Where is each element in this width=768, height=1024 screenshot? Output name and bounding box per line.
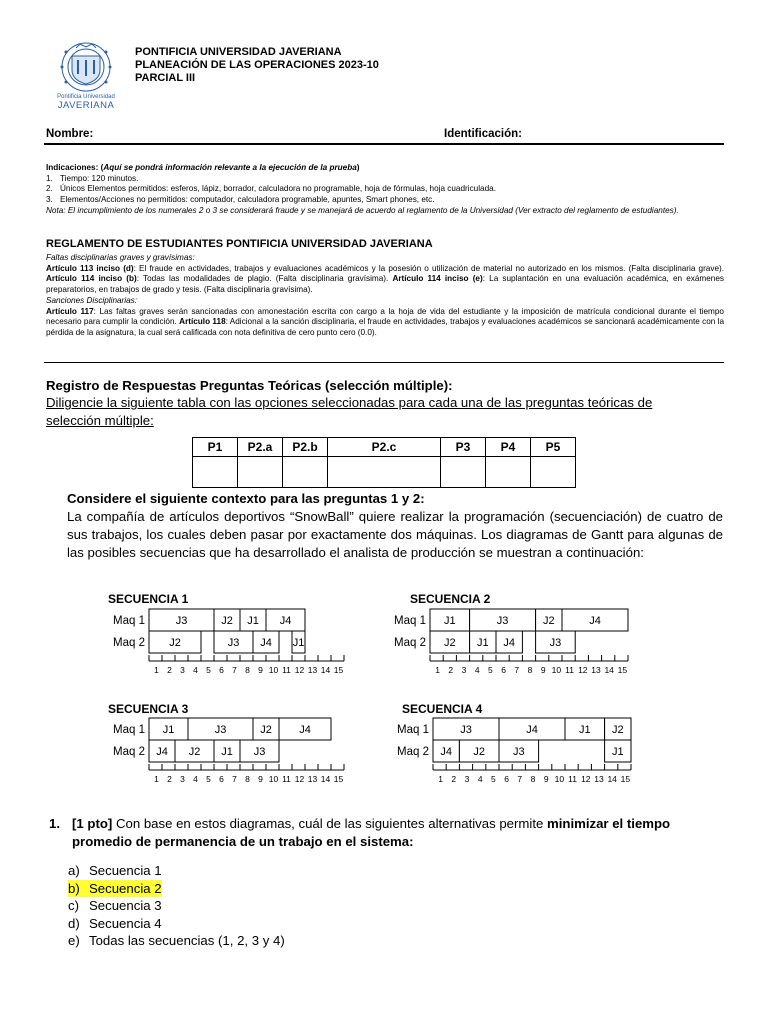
gantt-bar-label: J3 (512, 746, 525, 758)
question1-text: [1 pto] Con base en estos diagramas, cuál de las siguientes alternativas permite minimizar el tiempo promedio de permanencia de un trabajo en el sistema: (72, 816, 671, 849)
axis-tick-label: 5 (488, 665, 493, 675)
gantt-bar-label: J1 (476, 637, 489, 649)
articles-117-118: Artículo 117: Las faltas graves serán sancionadas con amonestación escrita con cargo a la hoja de vida del estudiante y la imposición de matrícula condicional durante el tiempo necesario para cumplir la condición. Artículo 118: Adicional a la sanción disciplinaria, el fraude en actividades, trabajos y evaluaciones académicos se sancionará académicamente con la pérdida de la asignatura, la cual será calificada con nota definitiva de cero punto cero (0.0). (46, 306, 725, 337)
axis-tick-label: 8 (245, 774, 250, 784)
option-e[interactable]: e) Todas las secuencias (1, 2, 3 y 4) (68, 933, 285, 949)
gantt-bar-label: J1 (578, 724, 591, 736)
axis-tick-label: 7 (514, 665, 520, 675)
axis-tick-label: 6 (219, 774, 224, 784)
gantt-bar-label: J4 (260, 637, 272, 649)
axis-tick-label: 7 (232, 665, 237, 675)
context-title: Considere el siguiente contexto para las preguntas 1 y 2: (67, 491, 425, 506)
axis-tick-label: 11 (565, 665, 575, 675)
exam-name: PARCIAL III (135, 72, 196, 84)
context-text: La compañía de artículos deportivos “SnowBall” quiere realizar la programación (secuenciación) de cuatro de sus trabajos, los cuales deben pasar por exactamente dos máquinas. Los diagramas de Gantt para algunas de las posibles secuencias que ha desarrollado el analista de producción se muestran a continuación: (67, 509, 723, 560)
axis-tick-label: 12 (294, 665, 305, 675)
axis-tick-label: 3 (461, 665, 467, 675)
gantt-bar-label: J1 (292, 637, 305, 649)
instruction-item: 1. Tiempo: 120 minutos. (46, 173, 139, 183)
axis-tick-label: 4 (193, 665, 198, 675)
gantt-bar-label: J4 (299, 724, 311, 736)
col-p1: P1 (193, 438, 238, 457)
axis-tick-label: 2 (451, 774, 457, 784)
faltas-heading: Faltas disciplinarias graves y gravísimas: (46, 253, 195, 262)
gantt-bar-label: J1 (247, 615, 259, 627)
instruction-item: 3. Elementos/Acciones no permitidos: computador, calculadora programable, apuntes, Smart phones, etc. (46, 195, 435, 205)
gantt-bar-label: J4 (279, 615, 292, 627)
axis-tick-label: 1 (438, 774, 443, 784)
axis-tick-label: 15 (620, 774, 631, 784)
gantt-bar-label: J3 (227, 637, 240, 649)
gantt-title-3: SECUENCIA 3 (108, 702, 189, 716)
gantt-bar-label: J1 (162, 724, 175, 736)
axis-tick-label: 5 (206, 774, 211, 784)
axis-tick-label: 12 (578, 665, 588, 675)
axis-tick-label: 10 (268, 665, 279, 675)
col-p2a: P2.a (238, 438, 283, 457)
axis-tick-label: 15 (617, 665, 628, 675)
axis-tick-label: 5 (206, 665, 211, 675)
axis-tick-label: 13 (307, 665, 318, 675)
gantt-bar-label: J3 (549, 637, 562, 649)
answers-title: Registro de Respuestas Preguntas Teóricas (selección múltiple): (46, 378, 453, 393)
answers-subtitle: Diligencie la siguiente tabla con las opciones seleccionadas para cada una de las preguntas teóricas de selección múltiple: (46, 395, 653, 428)
machine-label: Maq 1 (394, 615, 426, 627)
gantt-bar-label: J2 (260, 724, 272, 736)
axis-tick-label: 2 (448, 665, 454, 675)
machine-label: Maq 2 (113, 637, 145, 649)
axis-tick-label: 6 (501, 665, 506, 675)
axis-tick-label: 2 (167, 665, 172, 675)
axis-tick-label: 10 (551, 665, 562, 675)
col-p5: P5 (531, 438, 576, 457)
col-p2c: P2.c (328, 438, 441, 457)
axis-tick-label: 15 (333, 774, 344, 784)
axis-tick-label: 3 (464, 774, 470, 784)
gantt-bar-label: J2 (473, 746, 486, 758)
axis-tick-label: 9 (540, 665, 546, 675)
logo-line1: Pontificia Universidad (57, 94, 115, 100)
sanciones-heading: Sanciones Disciplinarias: (46, 295, 138, 305)
axis-tick-label: 13 (594, 774, 604, 784)
gantt-bar-label: J3 (496, 615, 509, 627)
axis-tick-label: 4 (193, 774, 198, 784)
col-p4: P4 (486, 438, 531, 457)
machine-label: Maq 1 (113, 615, 145, 627)
gantt-bar-label: J4 (526, 724, 538, 736)
axis-tick-label: 7 (517, 774, 523, 784)
option-b[interactable] (68, 880, 285, 898)
axis-tick-label: 4 (474, 665, 480, 675)
axis-tick-label: 9 (543, 774, 549, 784)
gantt-bar-label: J3 (175, 615, 188, 627)
axis-tick-label: 14 (607, 774, 617, 784)
question1-options (68, 862, 285, 950)
gantt-bar-label: J4 (589, 615, 601, 627)
gantt-bar-label: J4 (440, 746, 453, 758)
name-label: Nombre: (46, 128, 94, 140)
gantt-bar-label: J2 (169, 637, 181, 649)
gantt-title-4: SECUENCIA 4 (402, 702, 483, 716)
axis-tick-label: 15 (333, 665, 344, 675)
axis-tick-label: 13 (591, 665, 601, 675)
instructions-heading: Indicaciones: (Aquí se pondrá información relevante a la ejecución de la prueba) (46, 163, 360, 172)
gantt-bar-label: J2 (443, 637, 456, 649)
axis-tick-label: 6 (504, 774, 509, 784)
axis-tick-label: 10 (554, 774, 565, 784)
axis-tick-label: 8 (527, 665, 533, 675)
axis-tick-label: 9 (258, 774, 263, 784)
gantt-bar-label: J2 (221, 615, 233, 627)
axis-tick-label: 11 (282, 665, 291, 675)
axis-tick-label: 2 (167, 774, 172, 784)
id-label: Identificación: (444, 128, 522, 140)
machine-label: Maq 2 (113, 746, 145, 758)
axis-tick-label: 12 (581, 774, 591, 784)
axis-tick-label: 14 (320, 665, 331, 675)
option-a[interactable]: a) Secuencia 1 (68, 863, 162, 878)
gantt-title-2: SECUENCIA 2 (410, 592, 491, 606)
option-d[interactable]: d) Secuencia 4 (68, 915, 162, 931)
axis-tick-label: 9 (258, 665, 263, 675)
gantt-bar-label: J3 (460, 724, 472, 736)
axis-tick-label: 1 (154, 774, 159, 784)
gantt-bar-label: J3 (253, 746, 266, 758)
axis-tick-label: 11 (568, 774, 578, 784)
gantt-bar-label: J1 (443, 615, 456, 627)
axis-tick-label: 14 (604, 665, 614, 675)
machine-label: Maq 1 (397, 724, 429, 736)
axis-tick-label: 3 (180, 665, 185, 675)
axis-tick-label: 3 (180, 774, 185, 784)
option-b-highlight: b) Secuencia 2 (68, 880, 162, 896)
gantt-bar-label: J2 (611, 724, 624, 736)
axis-tick-label: 1 (435, 665, 440, 675)
axis-tick-label: 5 (491, 774, 496, 784)
gantt-bar-label: J3 (214, 724, 227, 736)
machine-label: Maq 2 (394, 637, 426, 649)
university-name: PONTIFICIA UNIVERSIDAD JAVERIANA (135, 46, 342, 58)
axis-tick-label: 11 (282, 774, 291, 784)
gantt-bar-label: J4 (503, 637, 516, 649)
gantt-title-1: SECUENCIA 1 (108, 592, 189, 606)
course-name: PLANEACIÓN DE LAS OPERACIONES 2023-10 (135, 59, 379, 71)
instruction-item: 2. Únicos Elementos permitidos: esferos, lápiz, borrador, calculadora no programable, hoja de fórmulas, hoja cuadriculada. (46, 184, 496, 194)
col-p3: P3 (441, 438, 486, 457)
axis-tick-label: 12 (294, 774, 305, 784)
machine-label: Maq 1 (113, 724, 145, 736)
question1-number: 1. (49, 816, 60, 831)
logo-line2: JAVERIANA (57, 100, 115, 110)
gantt-bar-label: J1 (611, 746, 624, 758)
machine-label: Maq 2 (397, 746, 429, 758)
axis-tick-label: 13 (307, 774, 318, 784)
axis-tick-label: 14 (320, 774, 331, 784)
gantt-bar-label: J1 (221, 746, 233, 758)
axis-tick-label: 6 (219, 665, 224, 675)
axis-tick-label: 4 (477, 774, 483, 784)
axis-tick-label: 10 (268, 774, 279, 784)
articles-113-114: Artículo 113 inciso (d): El fraude en actividades, trabajos y evaluaciones académicos y la posesión o utilización de material no autorizado en los mismos. (Falta disciplinaria grave). Artículo 114 inciso (b): Todas las modalidades de plagio. (Falta disciplinaria gravísima). Artículo 114 inciso (e): La suplantación en una evaluación académica, en exámenes preparatorios, en trabajos de grado y tesis. (Falta disciplinaria gravísima). (46, 263, 725, 295)
axis-tick-label: 8 (245, 665, 250, 675)
gantt-bar-label: J2 (542, 615, 555, 627)
fraud-note: Nota: El incumplimiento de los numerales 2 o 3 se considerará fraude y se manejará de acuerdo al reglamento de la Universidad (Ver extracto del reglamento de estudiantes). (46, 205, 679, 215)
gantt-bar-label: J4 (156, 746, 168, 758)
gantt-bar-label: J2 (188, 746, 201, 758)
axis-tick-label: 1 (154, 665, 159, 675)
col-p2b: P2.b (283, 438, 328, 457)
regulation-title: REGLAMENTO DE ESTUDIANTES PONTIFICIA UNIVERSIDAD JAVERIANA (46, 238, 433, 250)
axis-tick-label: 8 (530, 774, 536, 784)
option-c[interactable]: c) Secuencia 3 (68, 898, 162, 914)
axis-tick-label: 7 (232, 774, 237, 784)
